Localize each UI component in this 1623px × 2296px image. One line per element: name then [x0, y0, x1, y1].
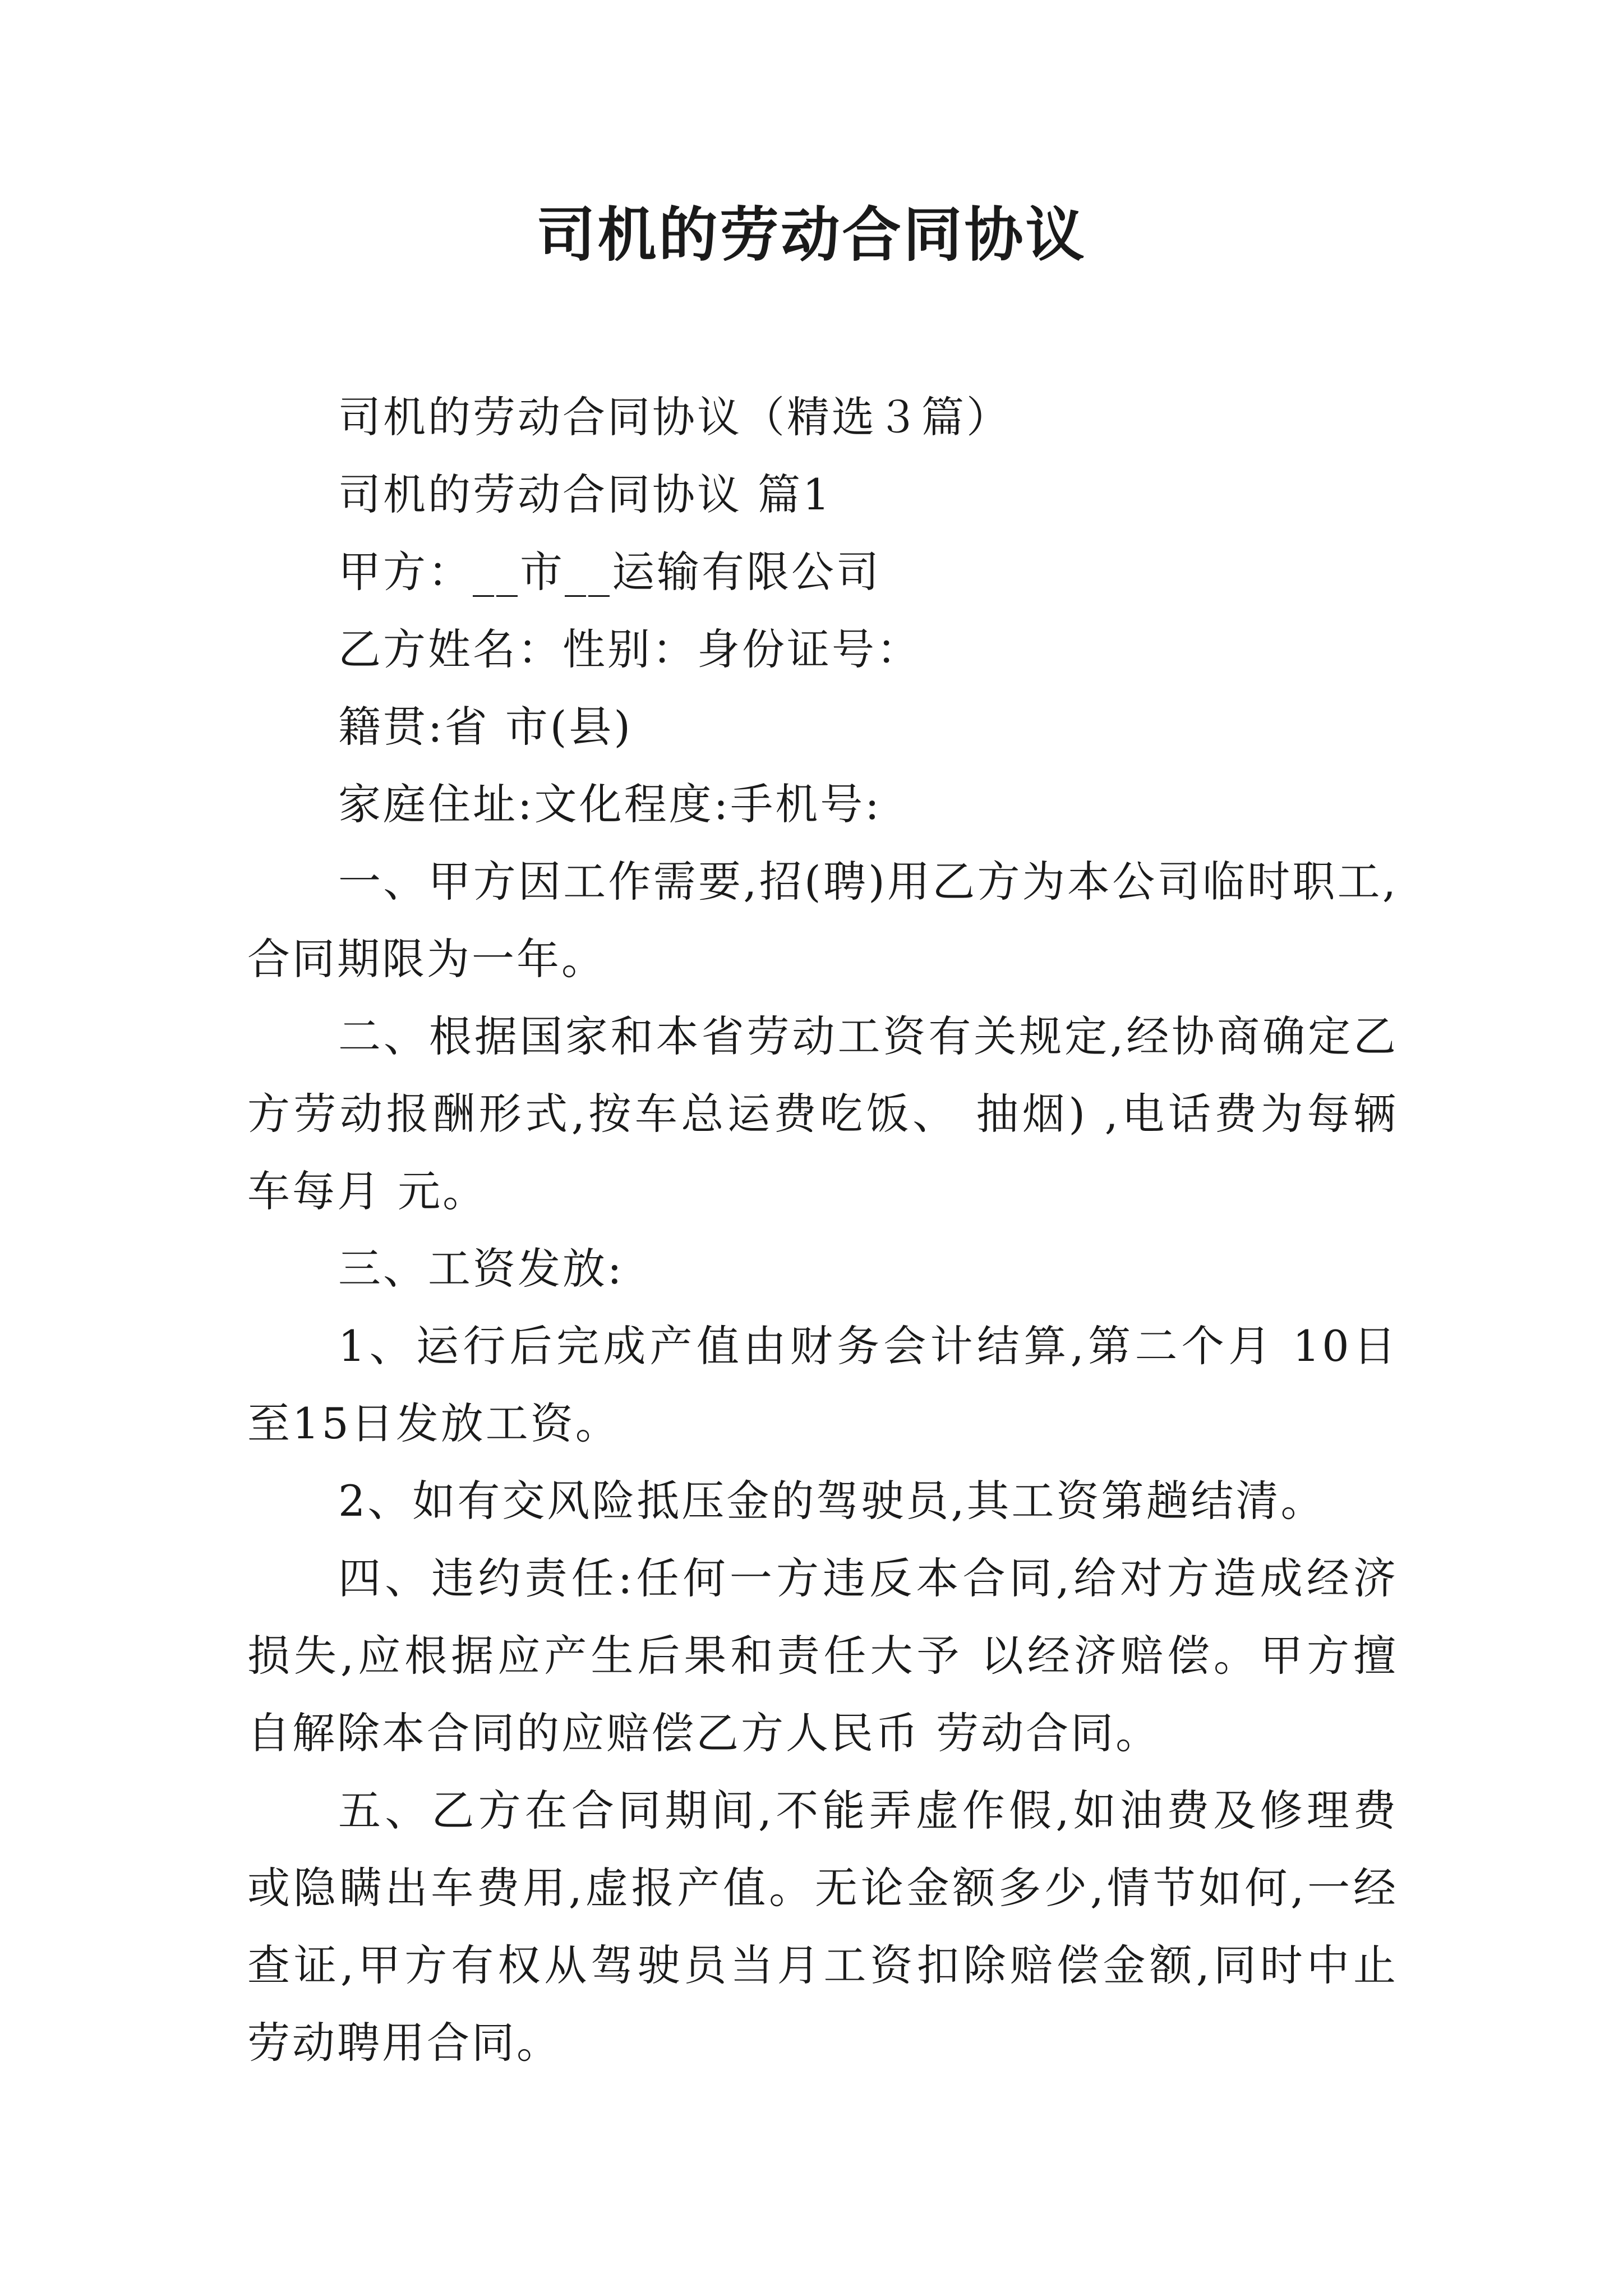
subtitle-paragraph: 司机的劳动合同协议（精选３篇）	[338, 392, 1011, 442]
origin-line: 籍贯:省 市(县)	[338, 702, 633, 752]
document-title: 司机的劳动合同协议	[536, 200, 1087, 269]
clause-3-item-1: 1、运行后完成产值由财务会计结算,第二个月 10日至15日发放工资。	[247, 1321, 1398, 1448]
party-a-line: 甲方：__市__运输有限公司	[338, 547, 881, 597]
party-b-line: 乙方姓名：性别：身份证号：	[338, 624, 921, 674]
clause-4: 四、违约责任:任何一方违反本合同,给对方造成经济损失,应根据应产生后果和责任大予 以经济赔偿。甲方擅自解除本合同的应赔偿乙方人民币 劳动合同。	[247, 1553, 1398, 1758]
document-body	[247, 379, 1398, 2082]
clause-5: 五、乙方在合同期间,不能弄虚作假,如油费及修理费或隐瞒出车费用,虚报产值。无论金额多少,情节如何,一经查证,甲方有权从驾驶员当月工资扣除赔偿金额,同时中止劳动聘用合同。	[247, 1786, 1398, 2068]
address-line: 家庭住址:文化程度:手机号:	[338, 779, 882, 829]
section-heading: 司机的劳动合同协议 篇1	[338, 470, 832, 519]
clause-3-item-2: 2、如有交风险抵压金的驾驶员,其工资第趟结清。	[338, 1476, 1326, 1526]
clause-1: 一、甲方因工作需要,招(聘)用乙方为本公司临时职工,合同期限为一年。	[247, 857, 1398, 984]
clause-3-heading: 三、工资发放:	[338, 1244, 624, 1294]
clause-2: 二、根据国家和本省劳动工资有关规定,经协商确定乙方劳动报酬形式,按车总运费吃饭、 抽烟) ,电话费为每辆车每月 元。	[247, 1011, 1398, 1216]
